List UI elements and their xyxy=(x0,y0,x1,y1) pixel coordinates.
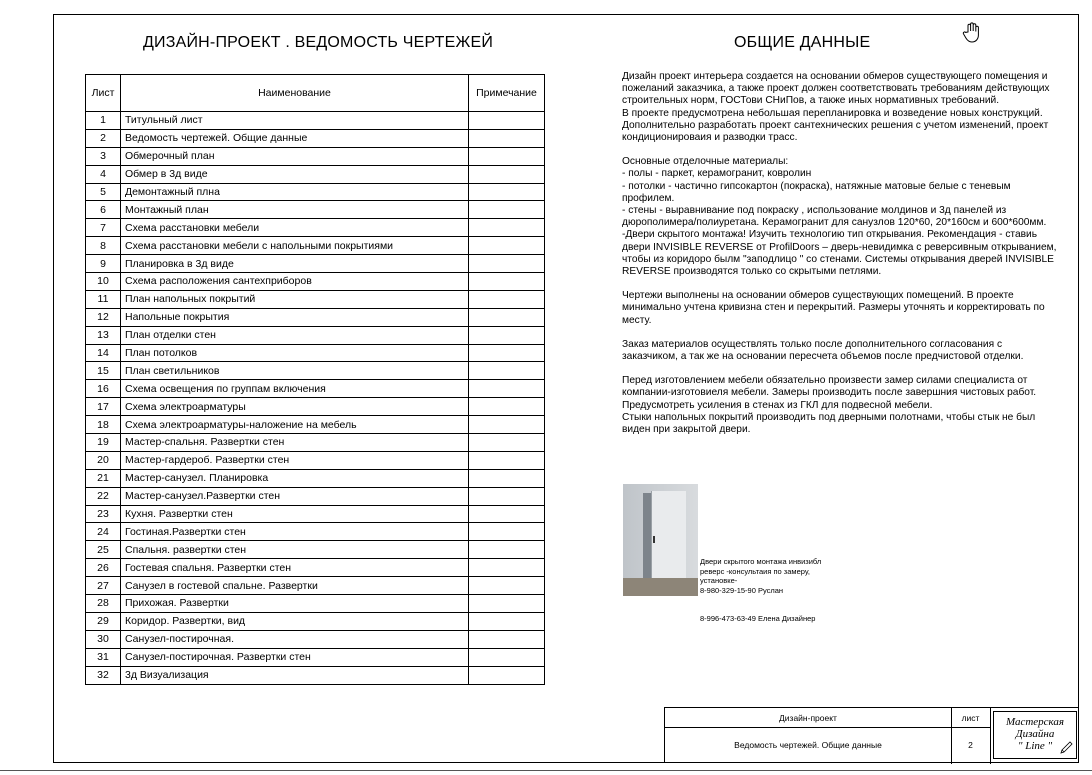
row-drawing-name: Схема освещения по группам включения xyxy=(120,380,468,398)
row-drawing-name: План потолков xyxy=(120,344,468,362)
row-note xyxy=(469,147,545,165)
row-note xyxy=(469,308,545,326)
row-note xyxy=(469,326,545,344)
row-sheet-number: 13 xyxy=(86,326,121,344)
door-caption-line: установке- xyxy=(700,576,738,585)
row-drawing-name: Санузел в гостевой спальне. Развертки xyxy=(120,577,468,595)
stamp-project: Дизайн-проект xyxy=(779,713,837,723)
table-row xyxy=(86,308,545,326)
row-sheet-number: 22 xyxy=(86,487,121,505)
row-sheet-number: 9 xyxy=(86,255,121,273)
row-sheet-number: 5 xyxy=(86,183,121,201)
row-drawing-name: Напольные покрытия xyxy=(120,308,468,326)
row-sheet-number: 21 xyxy=(86,469,121,487)
page-bottom-border xyxy=(0,770,1092,771)
table-row xyxy=(86,380,545,398)
row-note xyxy=(469,290,545,308)
row-note xyxy=(469,165,545,183)
row-drawing-name: Монтажный план xyxy=(120,201,468,219)
table-row xyxy=(86,165,545,183)
row-sheet-number: 25 xyxy=(86,541,121,559)
stamp-sheet-number: 2 xyxy=(968,740,973,750)
row-drawing-name: 3д Визуализация xyxy=(120,666,468,684)
general-data-title: ОБЩИЕ ДАННЫЕ xyxy=(734,34,871,51)
table-row xyxy=(86,612,545,630)
row-drawing-name: Гостевая спальня. Развертки стен xyxy=(120,559,468,577)
title-block xyxy=(664,707,1079,763)
row-sheet-number: 10 xyxy=(86,273,121,291)
row-drawing-name: Схема расстановки мебели xyxy=(120,219,468,237)
row-drawing-name: Схема расстановки мебели с напольными покрытиями xyxy=(120,237,468,255)
row-sheet-number: 20 xyxy=(86,451,121,469)
table-row xyxy=(86,541,545,559)
table-row xyxy=(86,112,545,130)
door-caption xyxy=(700,557,821,595)
row-note xyxy=(469,559,545,577)
row-note xyxy=(469,434,545,452)
table-row xyxy=(86,273,545,291)
row-note xyxy=(469,630,545,648)
table-row xyxy=(86,129,545,147)
table-header-row xyxy=(86,75,545,112)
studio-logo xyxy=(993,711,1077,759)
row-note xyxy=(469,219,545,237)
door-caption-line: Двери скрытого монтажа инвизибл xyxy=(700,557,822,566)
door-photo xyxy=(623,484,698,596)
logo-line: Дизайна xyxy=(1015,728,1055,740)
row-note xyxy=(469,344,545,362)
row-sheet-number: 15 xyxy=(86,362,121,380)
table-row xyxy=(86,147,545,165)
row-sheet-number: 19 xyxy=(86,434,121,452)
row-drawing-name: План напольных покрытий xyxy=(120,290,468,308)
row-drawing-name: Обмер в 3д виде xyxy=(120,165,468,183)
header-name: Наименование xyxy=(120,75,468,112)
row-drawing-name: Мастер-санузел. Планировка xyxy=(120,469,468,487)
table-row xyxy=(86,523,545,541)
row-note xyxy=(469,595,545,613)
general-paragraph: Чертежи выполнены на основании обмеров существующих помещений. В проекте минимально учтена кривизна стен и перекрытий. Размеры уточнять и корректировать по месту. xyxy=(622,290,1045,326)
row-note xyxy=(469,505,545,523)
row-note xyxy=(469,648,545,666)
row-drawing-name: Гостиная.Развертки стен xyxy=(120,523,468,541)
row-note xyxy=(469,398,545,416)
row-sheet-number: 24 xyxy=(86,523,121,541)
drawings-table xyxy=(85,74,545,685)
table-row xyxy=(86,630,545,648)
row-drawing-name: Кухня. Развертки стен xyxy=(120,505,468,523)
row-drawing-name: Коридор. Развертки, вид xyxy=(120,612,468,630)
table-row xyxy=(86,666,545,684)
table-row xyxy=(86,469,545,487)
row-drawing-name: Планировка в 3д виде xyxy=(120,255,468,273)
row-note xyxy=(469,487,545,505)
door-caption-line: реверс -консультаия по замеру, xyxy=(700,566,810,576)
row-drawing-name: Мастер-спальня. Развертки стен xyxy=(120,434,468,452)
table-row xyxy=(86,487,545,505)
row-note xyxy=(469,273,545,291)
row-drawing-name: Демонтажный плна xyxy=(120,183,468,201)
row-drawing-name: Мастер-гардероб. Развертки стен xyxy=(120,451,468,469)
materials-item: - стены - выравнивание под покраску , использование молдинов и 3д панелей из дюрополимера/полиуретана. Керамогранит для санузлов 120*60, 20*160см и 600*600мм. xyxy=(622,205,1047,229)
row-sheet-number: 29 xyxy=(86,612,121,630)
row-note xyxy=(469,666,545,684)
row-sheet-number: 17 xyxy=(86,398,121,416)
table-row xyxy=(86,290,545,308)
row-drawing-name: План светильников xyxy=(120,362,468,380)
row-note xyxy=(469,469,545,487)
row-sheet-number: 12 xyxy=(86,308,121,326)
door-caption-line: 8-980-329-15-90 Руслан xyxy=(700,585,784,595)
row-sheet-number: 6 xyxy=(86,201,121,219)
table-row xyxy=(86,219,545,237)
materials-item: -Двери скрытого монтажа! Изучить технологию тип открывания. Рекомендация - ставиь двери INVISIBLE REVERSE от ProfilDoors – дверь-невидимка с реверсивным открыванием, чтобы из коридоро былм "заподлицо " со стенами. Системы открывания дверей INVISIBLE REVERSE производятся только со скрытыми петлями. xyxy=(622,229,1057,278)
row-drawing-name: Санузел-постирочная. xyxy=(120,630,468,648)
row-note xyxy=(469,237,545,255)
stamp-document-title: Ведомость чертежей. Общие данные xyxy=(734,740,882,750)
row-note xyxy=(469,183,545,201)
row-note xyxy=(469,255,545,273)
row-sheet-number: 18 xyxy=(86,416,121,434)
row-sheet-number: 3 xyxy=(86,147,121,165)
materials-title: Основные отделочные материалы: xyxy=(622,156,789,168)
row-note xyxy=(469,201,545,219)
row-drawing-name: Спальня. развертки стен xyxy=(120,541,468,559)
row-sheet-number: 27 xyxy=(86,577,121,595)
row-drawing-name: Схема расположения сантехприборов xyxy=(120,273,468,291)
designer-contact: 8-996-473-63-49 Елена Дизайнер xyxy=(700,614,816,623)
row-sheet-number: 2 xyxy=(86,129,121,147)
row-sheet-number: 11 xyxy=(86,290,121,308)
row-sheet-number: 23 xyxy=(86,505,121,523)
row-drawing-name: Титульный лист xyxy=(120,112,468,130)
logo-line: " Line " xyxy=(1017,740,1053,752)
row-drawing-name: Прихожая. Развертки xyxy=(120,595,468,613)
table-row xyxy=(86,595,545,613)
row-note xyxy=(469,577,545,595)
row-drawing-name: План отделки стен xyxy=(120,326,468,344)
materials-item: - потолки - частично гипсокартон (покраска), натяжные матовые белые с теневым профилем. xyxy=(622,180,1011,204)
row-note xyxy=(469,380,545,398)
row-drawing-name: Схема электроарматуры-наложение на мебель xyxy=(120,416,468,434)
row-note xyxy=(469,129,545,147)
table-row xyxy=(86,344,545,362)
materials-item: - полы - паркет, керамогранит, ковролин xyxy=(622,168,812,180)
drawings-list-title: ДИЗАЙН-ПРОЕКТ . ВЕДОМОСТЬ ЧЕРТЕЖЕЙ xyxy=(143,34,494,51)
table-row xyxy=(86,416,545,434)
row-sheet-number: 32 xyxy=(86,666,121,684)
row-note xyxy=(469,362,545,380)
row-note xyxy=(469,416,545,434)
row-note xyxy=(469,451,545,469)
table-row xyxy=(86,362,545,380)
row-sheet-number: 30 xyxy=(86,630,121,648)
row-sheet-number: 31 xyxy=(86,648,121,666)
table-row xyxy=(86,398,545,416)
row-sheet-number: 1 xyxy=(86,112,121,130)
table-row xyxy=(86,183,545,201)
table-row xyxy=(86,237,545,255)
stamp-sheet-label: лист xyxy=(961,713,980,723)
row-sheet-number: 14 xyxy=(86,344,121,362)
header-sheet: Лист xyxy=(86,75,121,112)
table-body xyxy=(86,112,545,685)
row-drawing-name: Санузел-постирочная. Развертки стен xyxy=(120,648,468,666)
general-paragraph: Перед изготовлением мебели обязательно произвести замер силами специалиста от компании-изготовиеля мебели. Замеры производить после завершния чистовых работ. xyxy=(622,375,1037,399)
row-drawing-name: Мастер-санузел.Развертки стен xyxy=(120,487,468,505)
general-paragraph: Заказ материалов осуществлять только после дополнительного согласования с заказчиком, а так же на основании пересчета объемов после предчистовой отделки. xyxy=(622,338,1024,363)
table-row xyxy=(86,434,545,452)
general-paragraph: Предусмотреть усиления в стенах из ГКЛ для подвесной мебели. xyxy=(622,399,933,411)
general-paragraph: В проекте предусмотрена небольшая перепланировка и возведение новых конструкций. Дополнительно разработать проект сантехнических решения с учетом изменений, проект кондиционироваия и разводки трасс. xyxy=(622,107,1049,144)
table-row xyxy=(86,559,545,577)
row-sheet-number: 4 xyxy=(86,165,121,183)
row-drawing-name: Обмерочный план xyxy=(120,147,468,165)
row-note xyxy=(469,612,545,630)
logo-line: Мастерская xyxy=(1005,716,1065,728)
table-row xyxy=(86,255,545,273)
table-row xyxy=(86,577,545,595)
general-data-text xyxy=(622,71,1057,436)
table-row xyxy=(86,201,545,219)
table-row xyxy=(86,326,545,344)
table-row xyxy=(86,648,545,666)
row-sheet-number: 28 xyxy=(86,595,121,613)
pencil-icon xyxy=(1059,741,1073,755)
row-sheet-number: 16 xyxy=(86,380,121,398)
row-sheet-number: 8 xyxy=(86,237,121,255)
row-note xyxy=(469,541,545,559)
row-sheet-number: 7 xyxy=(86,219,121,237)
row-sheet-number: 26 xyxy=(86,559,121,577)
hand-cursor-icon xyxy=(962,22,982,44)
header-note: Примечание xyxy=(469,75,545,112)
general-paragraph: Дизайн проект интерьера создается на основании обмеров существующего помещения и пожеланий заказчика, а также проект должен соответствовать требованиям действующих строительных норм, ГОСТови СНиПов, а также иных нормативных требований. xyxy=(622,71,1050,107)
row-drawing-name: Схема электроарматуры xyxy=(120,398,468,416)
table-row xyxy=(86,451,545,469)
row-note xyxy=(469,112,545,130)
row-drawing-name: Ведомость чертежей. Общие данные xyxy=(120,129,468,147)
row-note xyxy=(469,523,545,541)
table-row xyxy=(86,505,545,523)
general-paragraph: Стыки напольных покрытий производить под дверными полотнами, чтобы стык не был виден при закрытой двери. xyxy=(622,411,1036,436)
